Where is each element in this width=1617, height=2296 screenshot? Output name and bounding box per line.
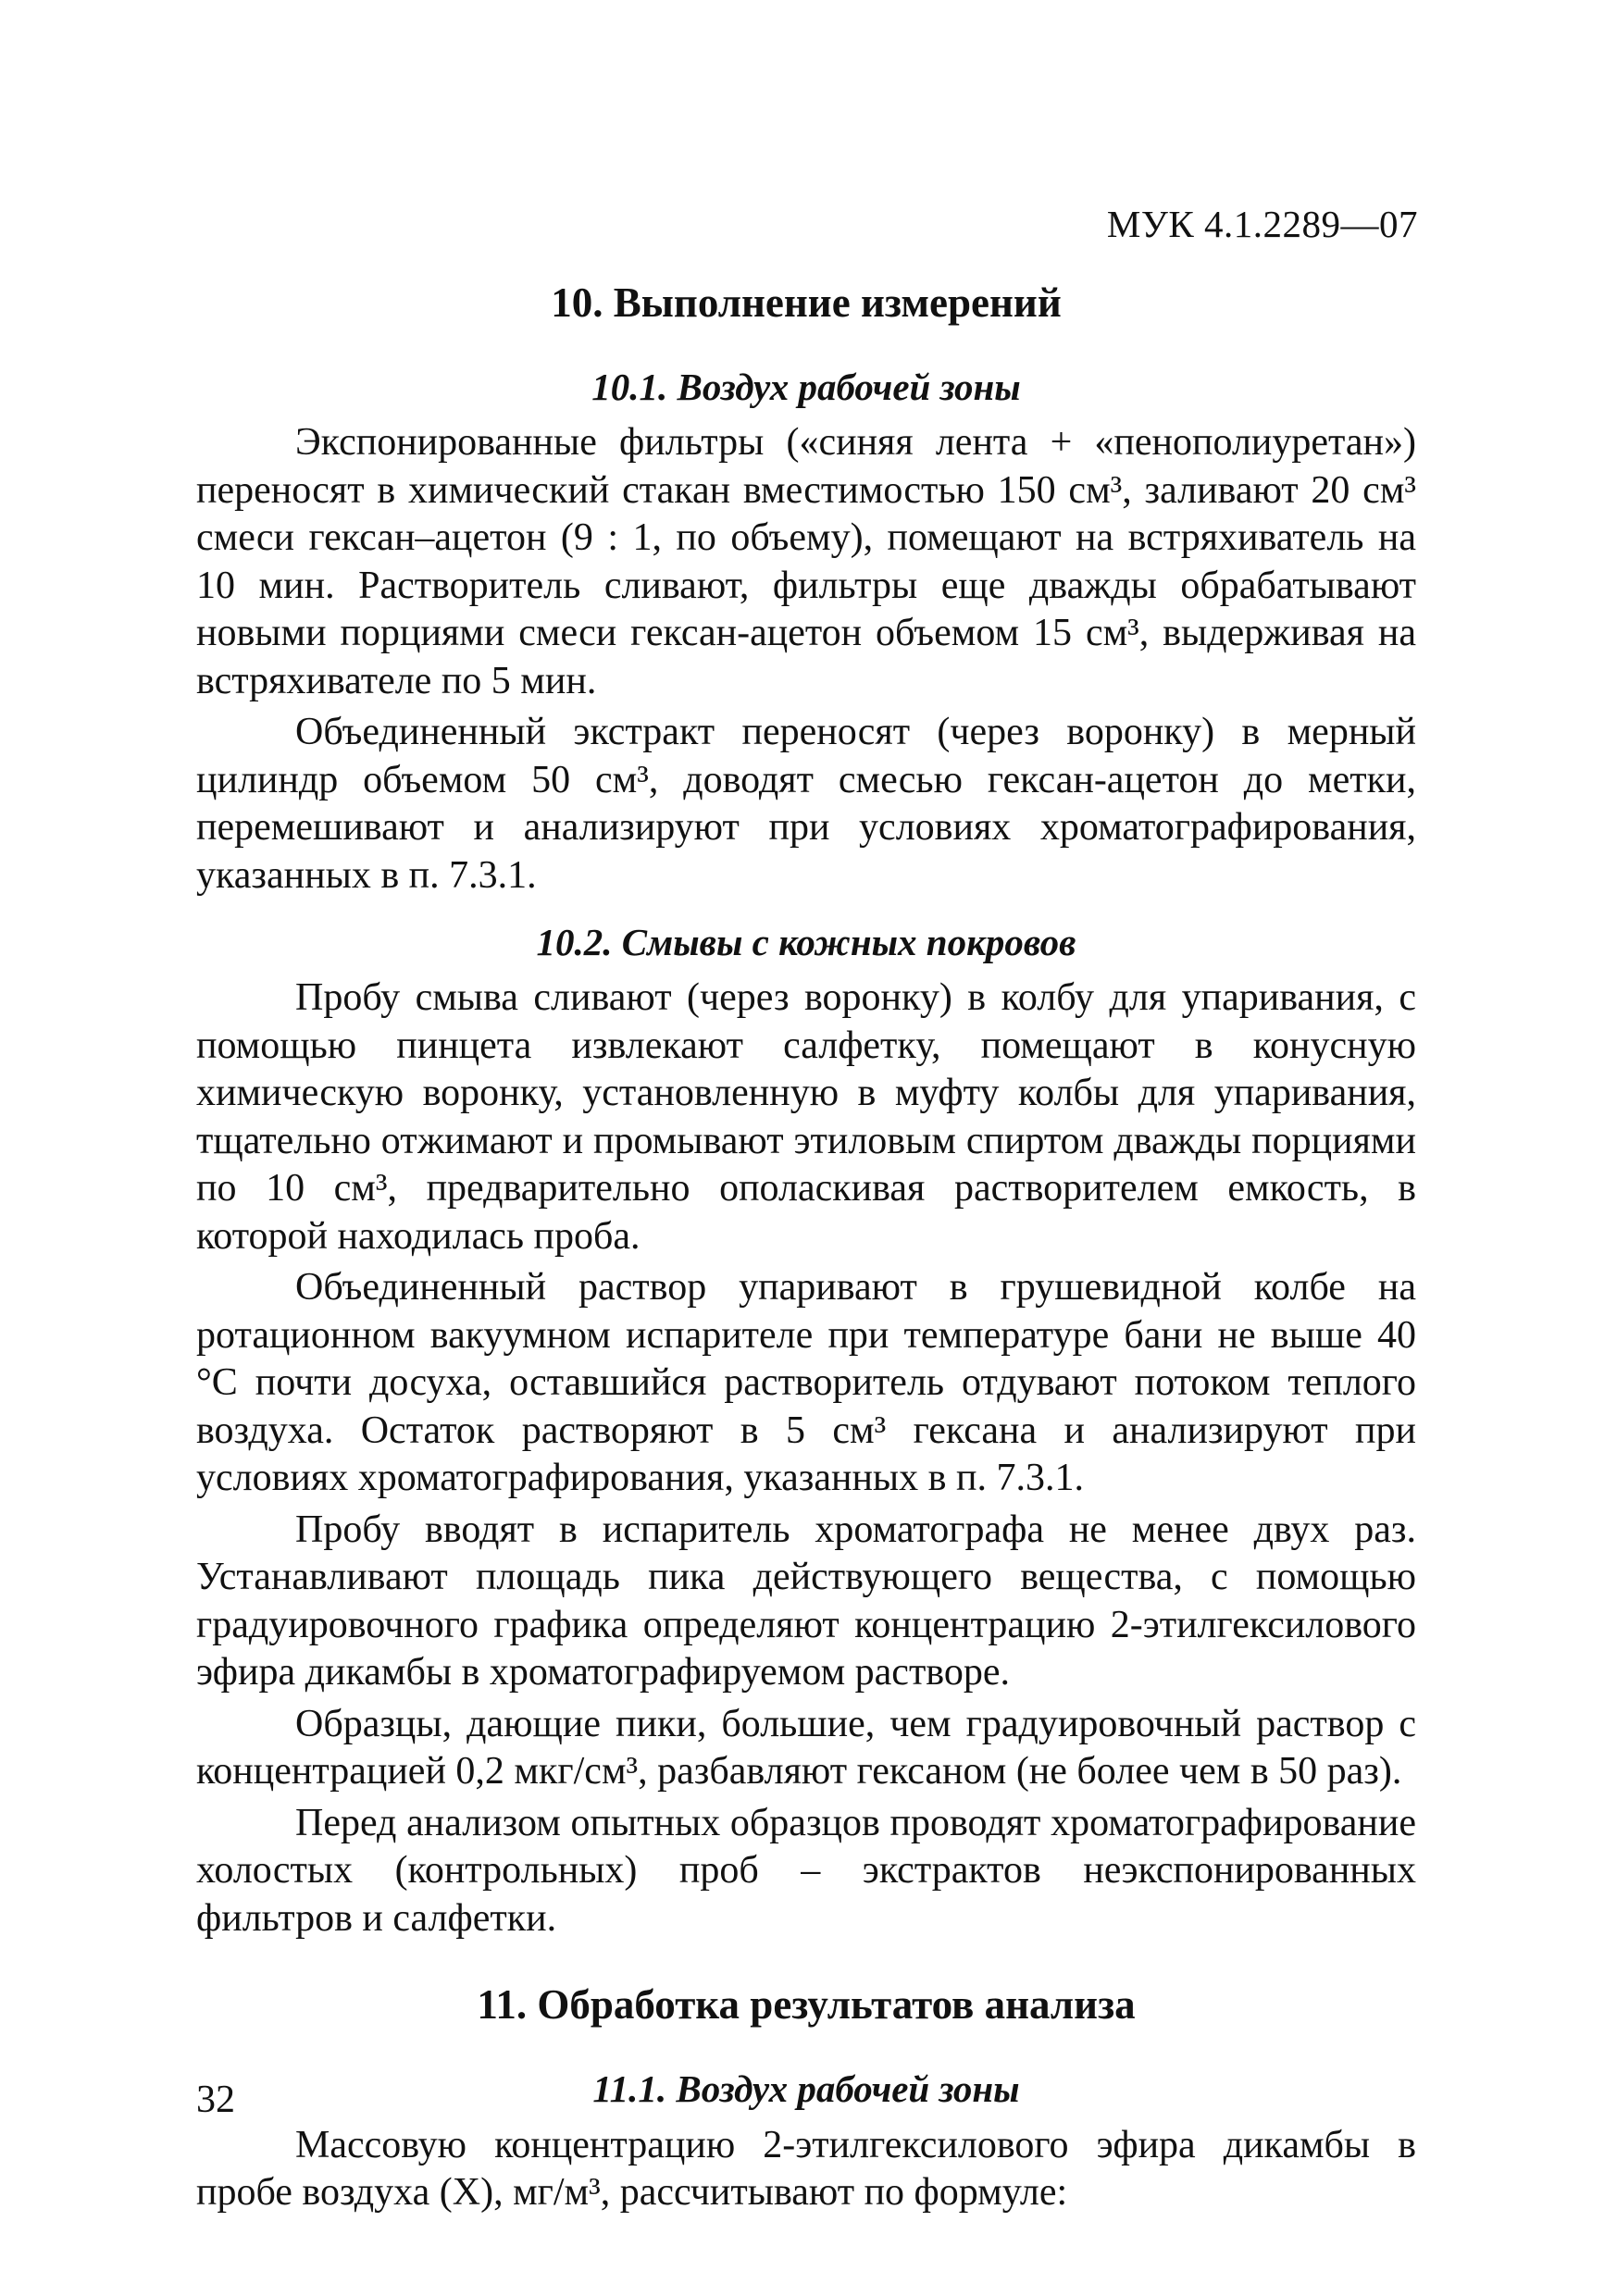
paragraph-10-1-1: Экспонированные фильтры («синяя лента + «пенополиуретан») переносят в химический стакан вместимостью 150 см³, заливают 20 см³ смеси гексан–ацетон (9 : 1, по объему), помещают на встряхиватель на 10 мин. Растворитель сливают, фильтры еще дважды обрабатывают новыми порциями смеси гексан-ацетон объемом 15 см³, выдерживая на встряхивателе по 5 мин. <box>196 421 1416 702</box>
section-10-heading: 10. Выполнение измерений <box>551 279 1062 326</box>
document-code: МУК 4.1.2289—07 <box>1106 203 1418 245</box>
section-11-heading: 11. Обработка результатов анализа <box>477 1981 1136 2029</box>
paragraph-10-2-1: Пробу смыва сливают (через воронку) в колбу для упаривания, с помощью пинцета извлекают салфетку, помещают в конусную химическую воронку, установленную в муфту колбы для упаривания, тщательно отжимают и промывают этиловым спиртом дважды порциями по 10 см³, предварительно ополаскивая растворителем емкость, в которой находилась проба. <box>196 976 1416 1258</box>
paragraph-10-2-5: Перед анализом опытных образцов проводят хроматографирование холостых (контрольных) проб – экстрактов неэкспонированных фильтров и салфетки. <box>196 1801 1416 1940</box>
subsection-11-1-heading: 11.1. Воздух рабочей зоны <box>592 2067 1020 2111</box>
page-content <box>196 278 1416 2221</box>
paragraph-11-1-1: Массовую концентрацию 2-этилгексилового эфира дикамбы в пробе воздуха (X), мг/м³, рассчитывают по формуле: <box>196 2123 1416 2215</box>
paragraph-10-2-4: Образцы, дающие пики, большие, чем градуировочный раствор с концентрацией 0,2 мкг/см³, разбавляют гексаном (не более чем в 50 раз). <box>196 1702 1416 1793</box>
subsection-10-1-heading: 10.1. Воздух рабочей зоны <box>591 366 1021 408</box>
page-number: 32 <box>196 2079 235 2121</box>
subsection-10-2-heading: 10.2. Смывы с кожных покровов <box>536 921 1076 964</box>
paragraph-10-2-3: Пробу вводят в испаритель хроматографа не менее двух раз. Устанавливают площадь пика действующего вещества, с помощью градуировочного графика определяют концентрацию 2-этилгексилового эфира дикамбы в хроматографируемом растворе. <box>196 1508 1416 1694</box>
paragraph-10-2-2: Объединенный раствор упаривают в грушевидной колбе на ротационном вакуумном испарителе при температуре бани не выше 40 °С почти досуха, оставшийся растворитель отдувают потоком теплого воздуха. Остаток растворяют в 5 см³ гексана и анализируют при условиях хроматографирования, указанных в п. 7.3.1. <box>196 1266 1416 1500</box>
paragraph-10-1-2: Объединенный экстракт переносят (через воронку) в мерный цилиндр объемом 50 см³, доводят смесью гексан-ацетон до метки, перемешивают и анализируют при условиях хроматографирования, указанных в п. 7.3.1. <box>196 711 1416 897</box>
